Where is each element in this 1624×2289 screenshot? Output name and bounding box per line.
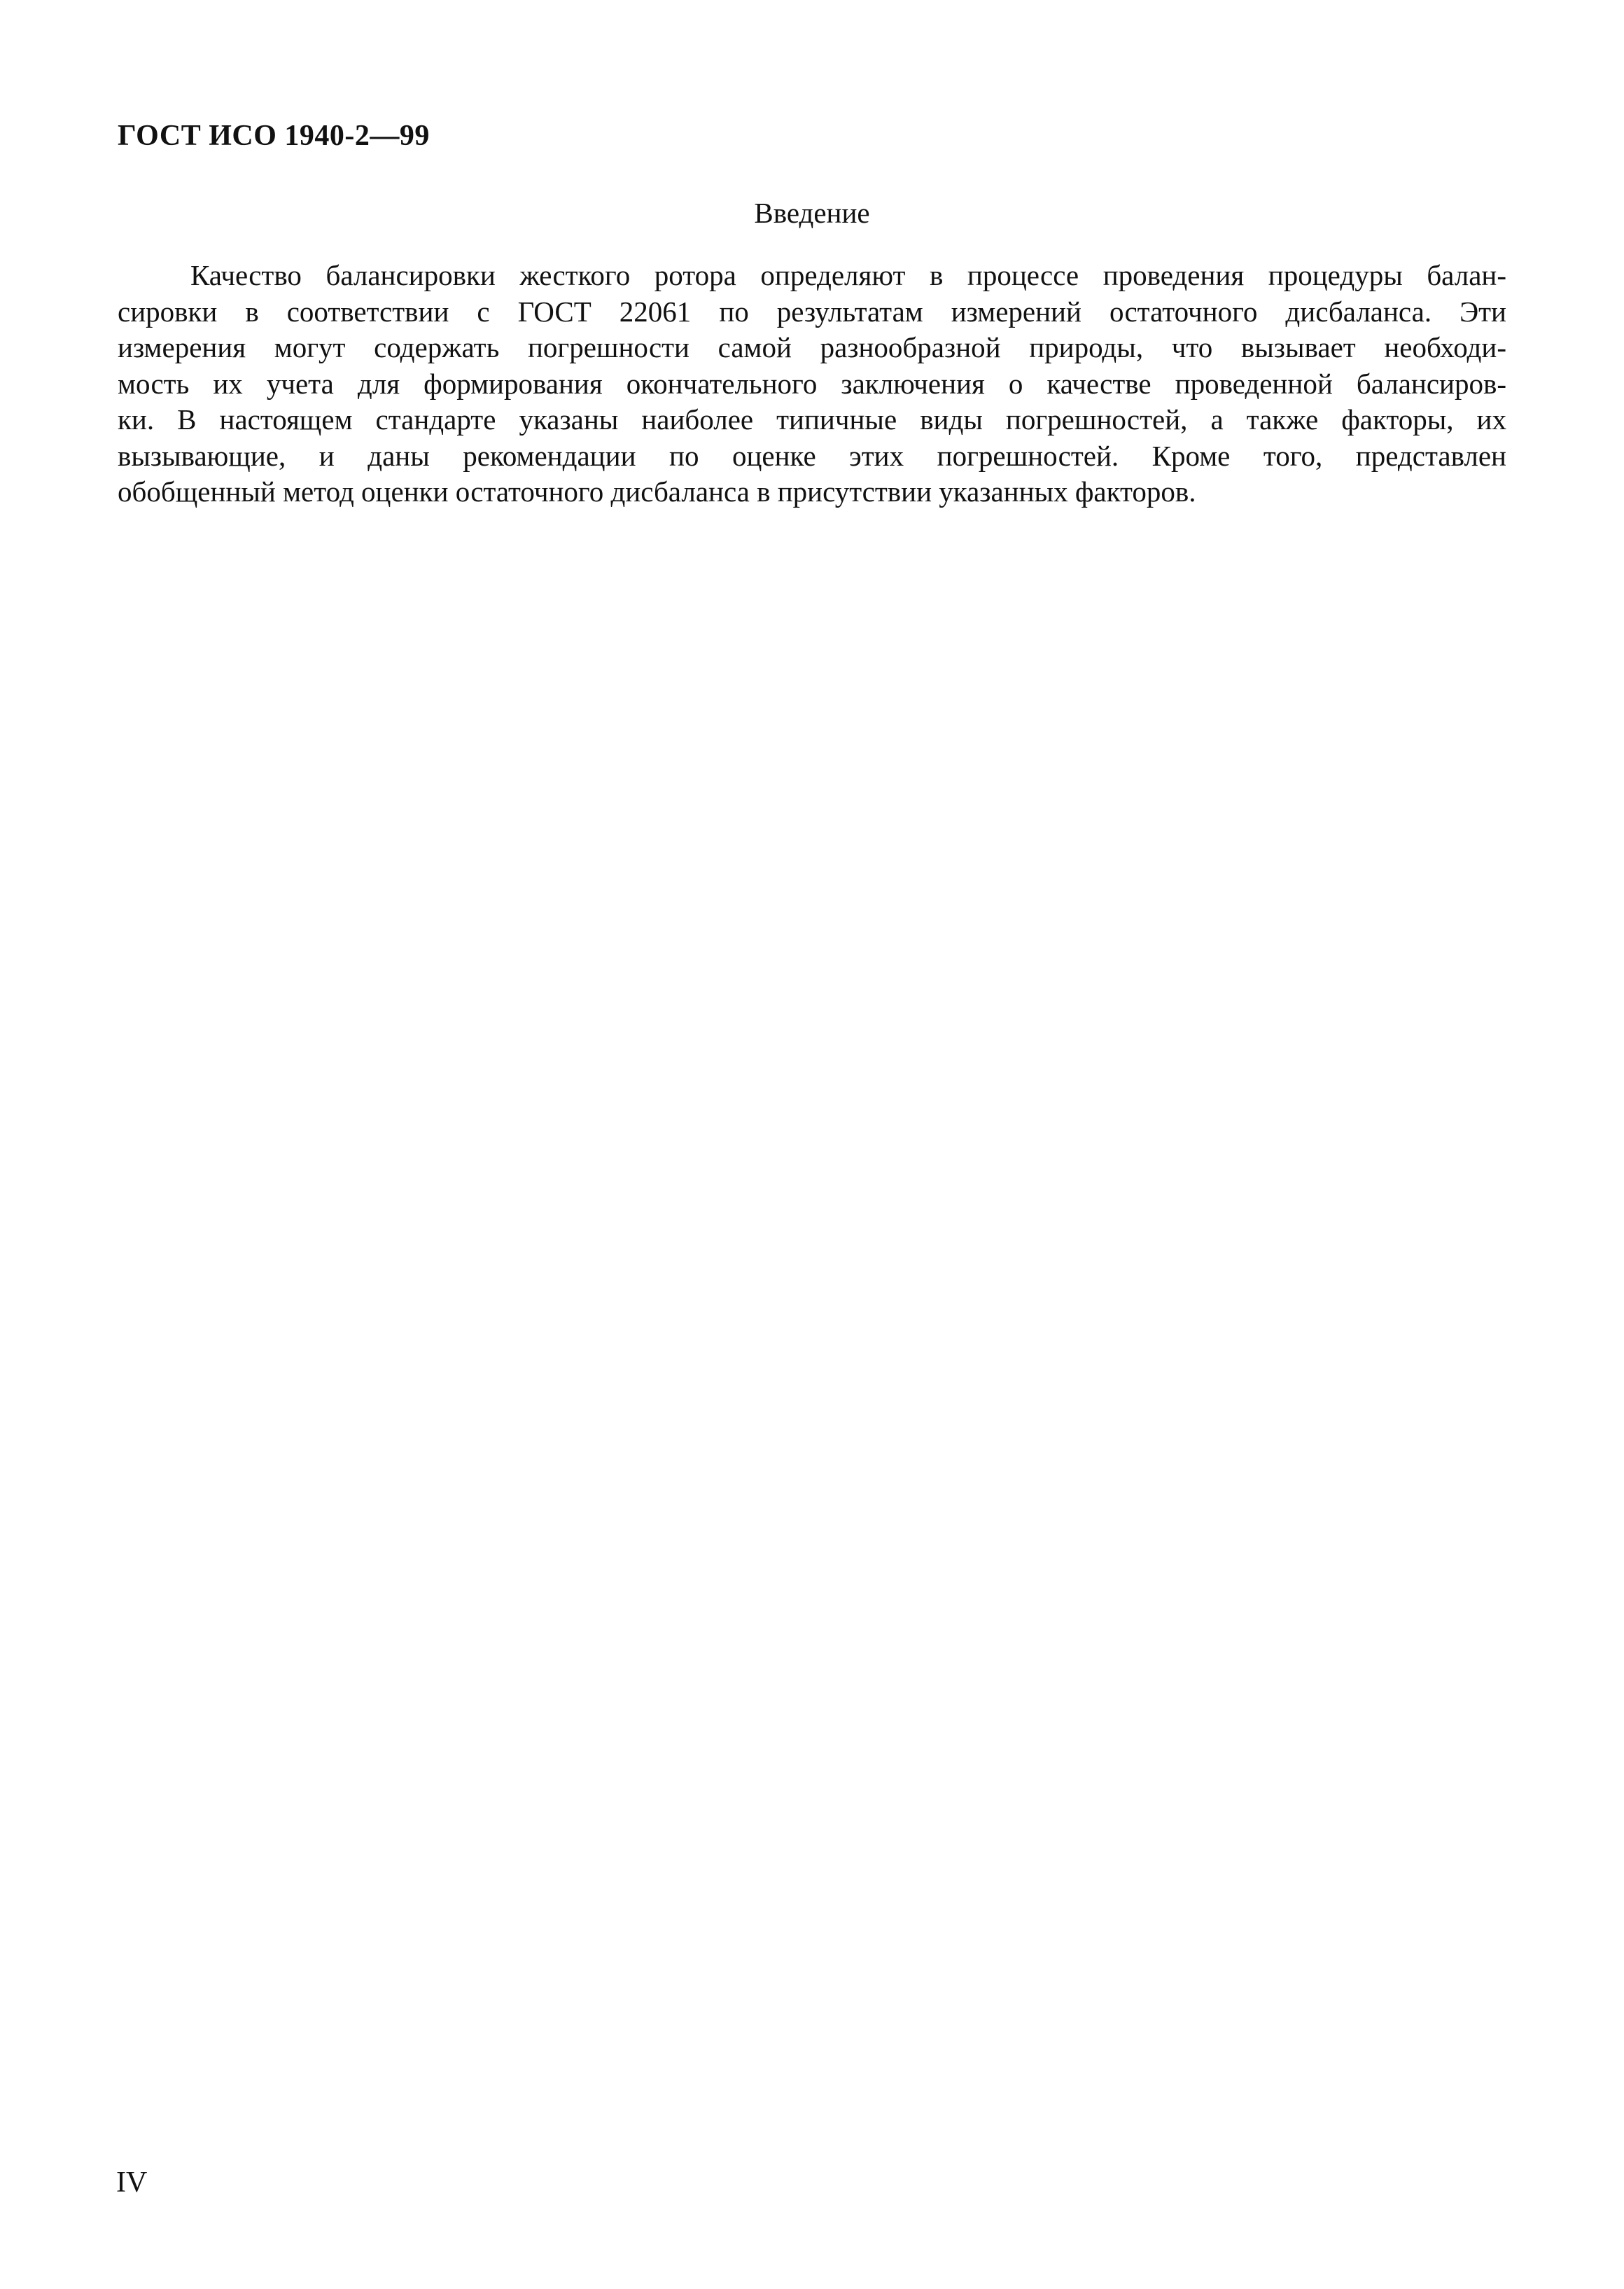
paragraph-line: сировки в соответствии с ГОСТ 22061 по результатам измерений остаточного дисбаланса. Эти — [118, 295, 1506, 328]
paragraph-line: ки. В настоящем стандарте указаны наиболее типичные виды погрешностей, а также факторы, их — [118, 403, 1506, 436]
standard-code-header: ГОСТ ИСО 1940-2—99 — [118, 120, 430, 152]
paragraph-line: измерения могут содержать погрешности самой разнообразной природы, что вызывает необходи- — [118, 331, 1506, 363]
paragraph-line: Качество балансировки жесткого ротора определяют в процессе проведения процедуры балан- — [190, 259, 1506, 291]
section-title: Введение — [754, 197, 870, 229]
paragraph-line: мость их учета для формирования окончательного заключения о качестве проведенной балансиров- — [118, 367, 1506, 400]
paragraph-line: обобщенный метод оценки остаточного дисбаланса в присутствии указанных факторов. — [118, 475, 1196, 508]
page-number: IV — [116, 2166, 148, 2199]
paragraph-line: вызывающие, и даны рекомендации по оценке этих погрешностей. Кроме того, представлен — [118, 439, 1506, 472]
introduction-paragraph — [118, 258, 1506, 510]
